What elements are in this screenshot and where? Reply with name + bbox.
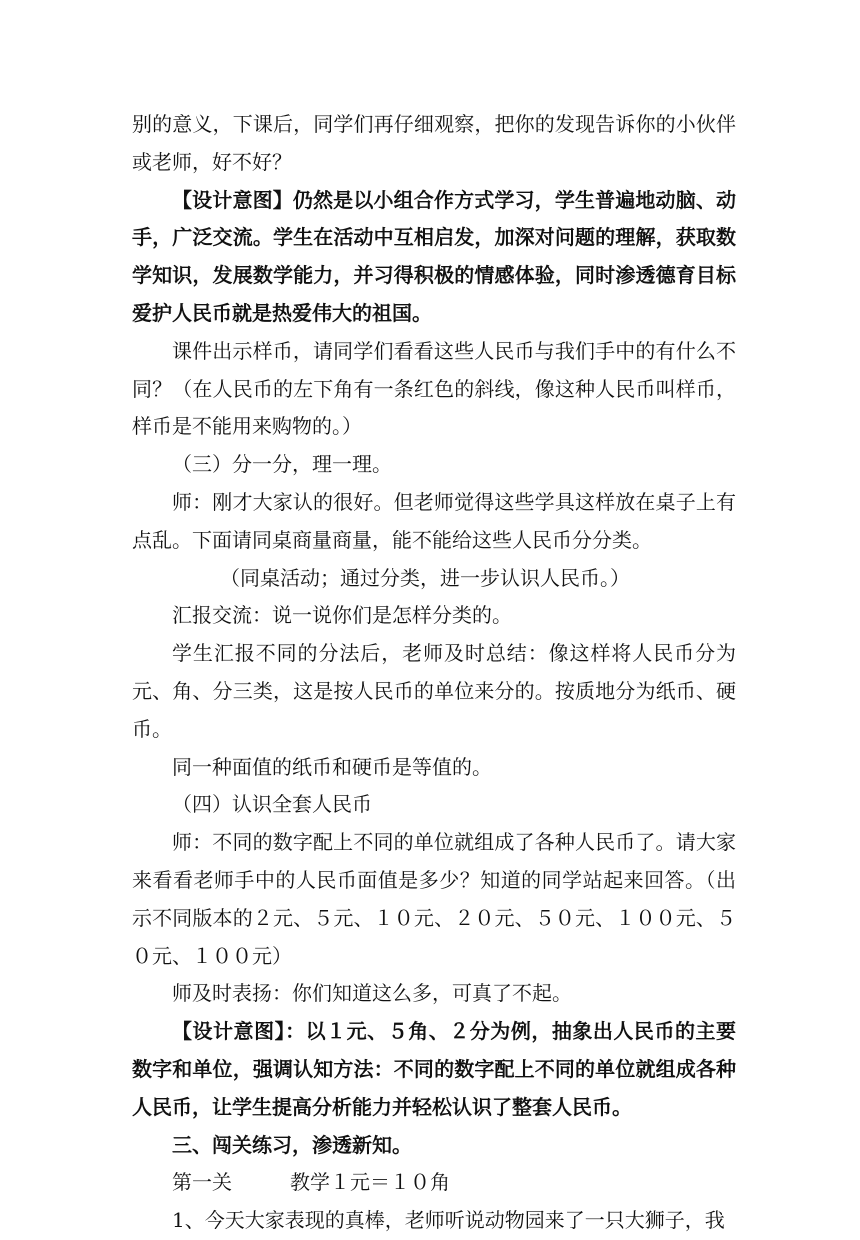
equal-value-line: 同一种面值的纸币和硬币是等值的。 <box>172 754 492 779</box>
level-one-line <box>132 1164 736 1202</box>
design-intent-paragraph-2: 【设计意图】：以１元、５角、２分为例，抽象出人民币的主要数字和单位，强调认知方法：不同的数字配上不同的单位就组成各种人民币，让学生提高分析能力并轻松认识了整套人民币。 <box>132 1019 736 1119</box>
section-heading-classify: （三）分一分，理一理。 <box>172 452 392 477</box>
teacher-summary-paragraph: 学生汇报不同的分法后，老师及时总结：像这样将人民币分为元、角、分三类，这是按人民币的单位来分的。按质地分为纸币、硬币。 <box>132 641 736 741</box>
design-intent-paragraph-1: 【设计意图】仍然是以小组合作方式学习，学生普遍地动脑、动手，广泛交流。学生在活动中互相启发，加深对问题的理解，获取数学知识，发展数学能力，并习得积极的情感体验，同时渗透德育目标爱护人民币就是热爱伟大的祖国。 <box>132 187 736 325</box>
section-heading-full-set: （四）认识全套人民币 <box>172 792 372 817</box>
level-one-topic: 教学１元＝１０角 <box>290 1170 450 1195</box>
teacher-denominations-paragraph: 师：不同的数字配上不同的单位就组成了各种人民币了。请大家来看看老师手中的人民币面值是多少？知道的同学站起来回答。（出示不同版本的２元、５元、１０元、２０元、５０元、１００元、５０元、１００元） <box>132 830 736 968</box>
document-body <box>132 106 736 1240</box>
level-one-label: 第一关 <box>172 1170 232 1195</box>
sample-coin-paragraph: 课件出示样币，请同学们看看这些人民币与我们手中的有什么不同？（在人民币的左下角有一条红色的斜线，像这种人民币叫样币，样币是不能用来购物的。） <box>132 338 736 439</box>
section-heading-practice: 三、闯关练习，渗透新知。 <box>172 1132 412 1157</box>
teacher-praise-line: 师及时表扬：你们知道这么多，可真了不起。 <box>172 981 572 1006</box>
report-exchange-line: 汇报交流：说一说你们是怎样分类的。 <box>172 603 512 628</box>
desk-activity-note: （同桌活动；通过分类，进一步认识人民币。） <box>220 565 630 590</box>
teacher-classify-paragraph: 师：刚才大家认的很好。但老师觉得这些学具这样放在桌子上有点乱。下面请同桌商量商量，能不能给这些人民币分分类。 <box>132 489 736 552</box>
paragraph-continuation: 别的意义，下课后，同学们再仔细观察，把你的发现告诉你的小伙伴或老师，好不好？ <box>132 112 736 174</box>
lion-story-paragraph: 1、今天大家表现的真棒，老师听说动物园来了一只大狮子，我 <box>172 1208 725 1233</box>
